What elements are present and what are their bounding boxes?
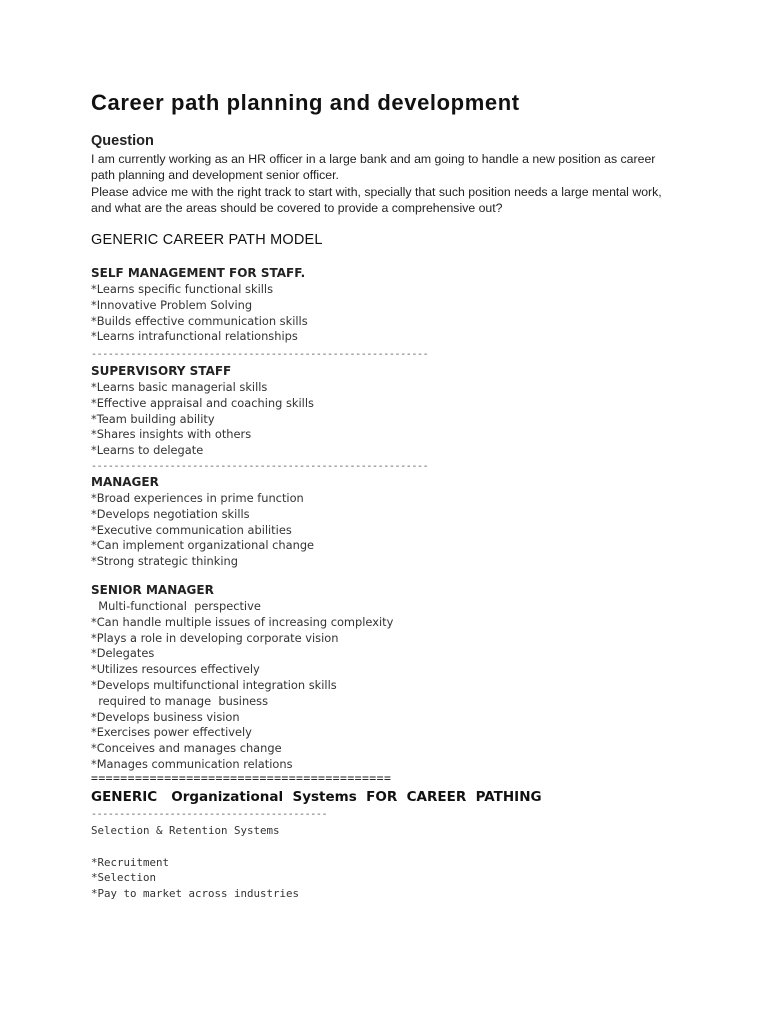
- list-item: *Broad experiences in prime function: [91, 491, 304, 505]
- list-item: *Develops negotiation skills: [91, 506, 250, 521]
- dash-separator: ------------------------------------------------------------: [91, 349, 429, 360]
- list-item: required to manage business: [91, 693, 269, 708]
- list-item: *Can implement organizational change: [91, 538, 315, 553]
- list-item: *Shares insights with others: [91, 427, 252, 442]
- career-level-supervisory: [91, 363, 691, 459]
- list-item: *Exercises power effectively: [91, 725, 252, 740]
- section-title: GENERIC CAREER PATH MODEL: [91, 232, 323, 248]
- career-level-heading: SENIOR MANAGER: [91, 583, 214, 597]
- list-item: *Recruitment: [91, 856, 170, 869]
- systems-title: GENERIC Organizational Systems FOR CAREER PATHING: [91, 789, 542, 805]
- list-item: *Innovative Problem Solving: [91, 297, 253, 312]
- page-title: Career path planning and development: [91, 90, 520, 115]
- list-item: *Conceives and manages change: [91, 741, 282, 756]
- dash-separator-short: ------------------------------------------: [91, 809, 328, 820]
- career-level-senior-manager: [91, 582, 691, 773]
- list-item: *Plays a role in developing corporate vision: [91, 630, 339, 645]
- list-item: *Learns specific functional skills: [91, 282, 273, 296]
- list-item: *Pay to market across industries: [91, 887, 300, 900]
- list-item: *Delegates: [91, 646, 155, 661]
- list-item: *Effective appraisal and coaching skills: [91, 395, 314, 410]
- list-item: *Can handle multiple issues of increasing complexity: [91, 614, 394, 629]
- equals-separator: =========================================: [91, 771, 392, 785]
- question-line: Please advice me with the right track to start with, specially that such position needs a large mental work,: [91, 184, 662, 199]
- list-item: *Builds effective communication skills: [91, 313, 308, 328]
- list-item: *Team building ability: [91, 411, 215, 426]
- question-line: I am currently working as an HR officer in a large bank and am going to handle a new position as career: [91, 152, 656, 166]
- list-item: Multi-functional perspective: [91, 599, 261, 613]
- career-level-self-management: [91, 265, 691, 345]
- question-line: and what are the areas should be covered to provide a comprehensive out?: [91, 200, 503, 215]
- list-item: *Manages communication relations: [91, 756, 293, 771]
- career-level-manager: [91, 474, 691, 570]
- list-item: *Utilizes resources effectively: [91, 662, 260, 677]
- career-level-heading: MANAGER: [91, 475, 159, 489]
- list-item: *Develops multifunctional integration skills: [91, 677, 337, 692]
- list-item: *Learns basic managerial skills: [91, 380, 268, 394]
- list-item: *Strong strategic thinking: [91, 554, 238, 569]
- question-text: [91, 151, 691, 216]
- career-level-heading: SELF MANAGEMENT FOR STAFF.: [91, 266, 306, 280]
- question-line: path planning and development senior officer.: [91, 168, 339, 183]
- list-item: *Develops business vision: [91, 709, 240, 724]
- dash-separator: ------------------------------------------------------------: [91, 461, 429, 472]
- list-item: *Selection: [91, 871, 157, 884]
- list-item: *Learns to delegate: [91, 443, 204, 458]
- question-heading: Question: [91, 133, 154, 149]
- career-level-heading: SUPERVISORY STAFF: [91, 364, 232, 378]
- list-item: *Learns intrafunctional relationships: [91, 329, 298, 344]
- list-item: *Executive communication abilities: [91, 522, 292, 537]
- selection-heading: Selection & Retention Systems: [91, 824, 280, 837]
